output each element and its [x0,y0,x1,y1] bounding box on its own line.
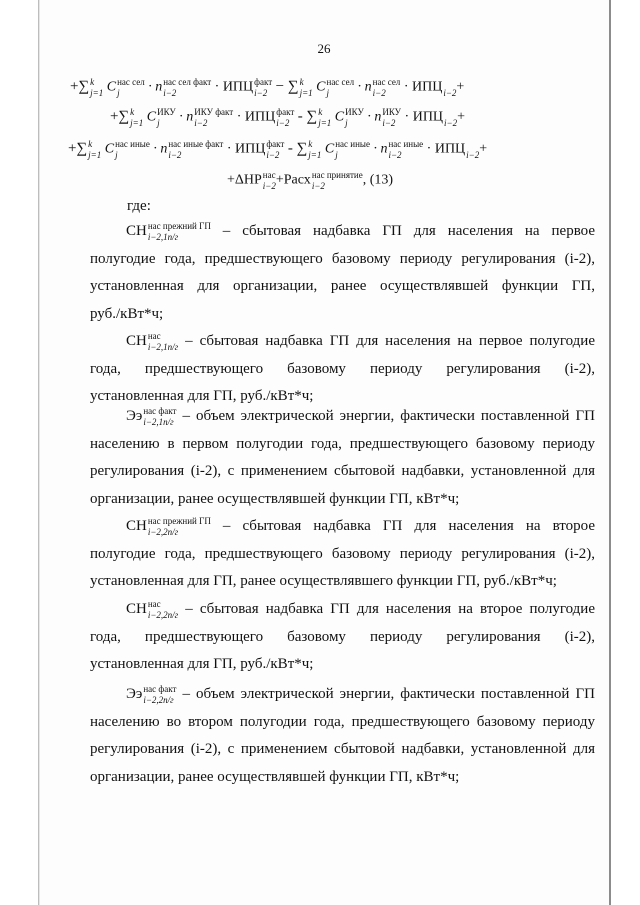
definition-symbol: СН нас i−2,1п/г [126,331,179,353]
sum-sign: +∑ [68,140,88,157]
definition-symbol: СН нас прежний ГП i−2,1п/г [126,221,211,243]
formula-line-1: +∑ k j=1 C нас сел j · n нас сел факт i−2 · ИПЦ факт i−2 − ∑ k j=1 C нас сел j · n нас сел i−2 · ИПЦ i−2 + [70,77,465,98]
formula-line-2: +∑ k j=1 C ИКУ j · n ИКУ факт i−2 · ИПЦ факт i−2 - ∑ k j=1 C ИКУ j · n ИКУ i−2 · ИПЦ i−2 + [110,107,466,128]
definition-symbol: СН нас прежний ГП i−2,2п/г [126,516,211,538]
sum-sign: +∑ [110,108,130,125]
formula-line-3: +∑ k j=1 C нас иные j · n нас иные факт i−2 · ИПЦ факт i−2 - ∑ k j=1 C нас иные j · n нас иные i−2 · ИПЦ i−2 + [68,139,488,160]
formula-line-4: +ΔНР нас i−2 +Расх нас принятие i−2 , (13) [227,170,394,191]
sum-sign: +∑ [70,78,90,95]
definition-3: Ээ нас факт i−2,1п/г – объем электрической энергии, фактически поставленной ГП населению в первом полугодии года, предшествующего базовому периоду регулирования (i-2), с применением сбытовой надбавки, установленной для организации, ранее осуществлявшей функции ГП, кВт*ч; [90,406,595,507]
page-number: 26 [317,41,331,56]
definition-symbol: СН нас i−2,2п/г [126,599,179,621]
definition-symbol: Ээ нас факт i−2,1п/г [126,406,177,428]
definition-4: СН нас прежний ГП i−2,2п/г – сбытовая надбавка ГП для населения на второе полугодие года, предшествующего базовому периоду регулирования (i-2), установленная для ГП, ранее осуществлявшего функции ГП, руб./кВт*ч; [90,516,595,589]
sum-sign: − ∑ [275,78,299,95]
definition-6: Ээ нас факт i−2,2п/г – объем электрической энергии, фактически поставленной ГП населению во втором полугодии года, предшествующего базовому периоду регулирования (i-2), с применением сбытовой надбавки, установленной для организации, ранее осуществлявшей функции ГП, кВт*ч; [90,684,595,785]
sum-sign: - ∑ [287,140,308,157]
definition-5: СН нас i−2,2п/г – сбытовая надбавка ГП для населения на второе полугодие года, предшествующего базовому периоду регулирования (i-2), установленная для ГП, руб./кВт*ч; [90,599,595,672]
sum-sign: - ∑ [297,108,318,125]
definition-1: СН нас прежний ГП i−2,1п/г – сбытовая надбавка ГП для населения на первое полугодие года, предшествующего базовому периоду регулирования (i-2), установленная для организации, ранее осуществлявшей функции ГП, руб./кВт*ч; [90,221,596,322]
definition-2: СН нас i−2,1п/г – сбытовая надбавка ГП для населения на первое полугодие года, предшествующего базовому периоду регулирования (i-2), установленная для ГП, руб./кВт*ч; [90,331,595,404]
equation-number: , (13) [362,172,394,188]
where-label: где: [127,198,151,214]
definition-symbol: Ээ нас факт i−2,2п/г [126,684,177,706]
